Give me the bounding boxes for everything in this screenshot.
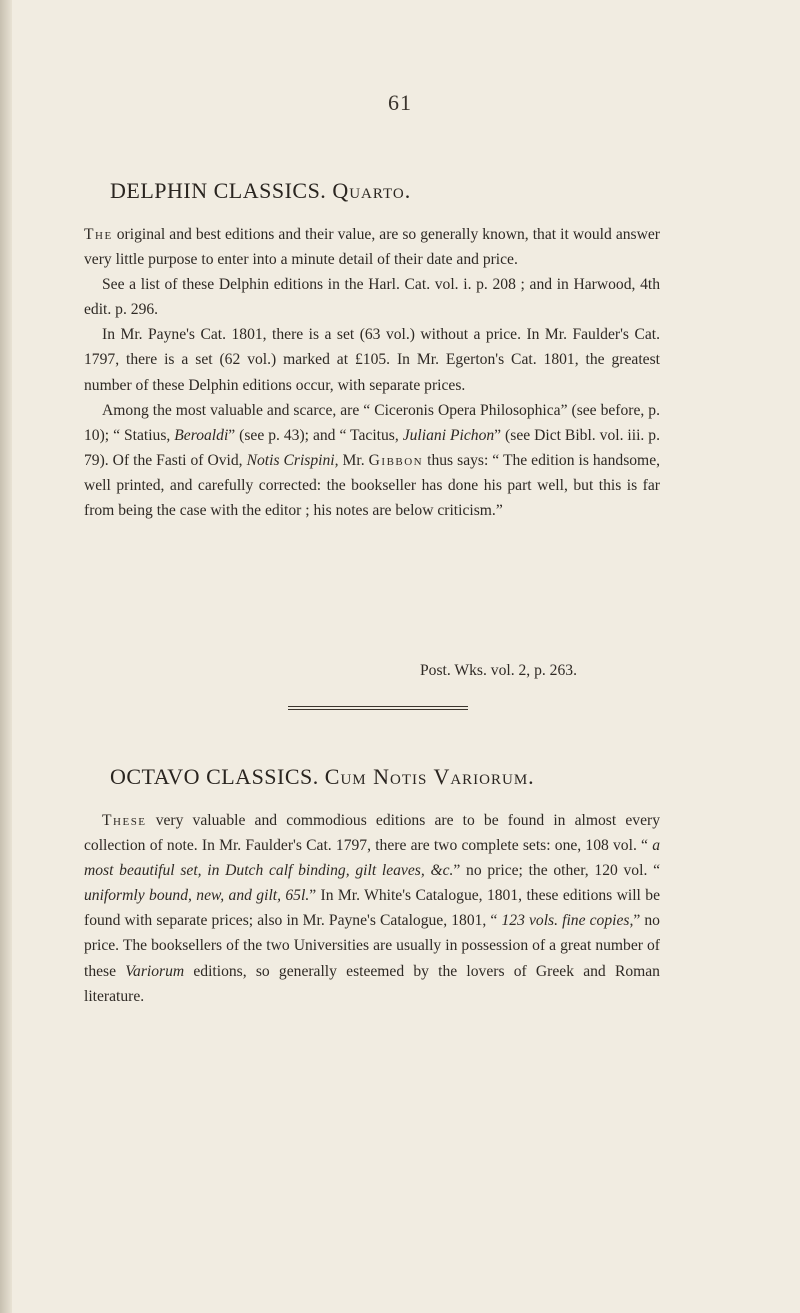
section-body-octavo (84, 808, 660, 1009)
paragraph: Among the most valuable and scarce, are “ Ciceronis Opera Philosophica” (see before, p. 10); “ Statius, Beroaldi” (see p. 43); and “ Tacitus, Juliani Pichon” (see Dict Bibl. vol. iii. p. 79). Of the Fasti of Ovid, Notis Crispini, Mr. Gibbon thus says: “ The edition is handsome, well printed, and carefully corrected: the bookseller has done his part well, but this is far from being the case with the editor ; his notes are below criticism.” (84, 401, 661, 520)
quote-attribution: Post. Wks. vol. 2, p. 263. (420, 662, 577, 679)
section-heading-delphin (110, 178, 710, 204)
paragraph: See a list of these Delphin editions in the Harl. Cat. vol. i. p. 208 ; and in Harwood, 4th edit. p. 296. (84, 276, 660, 319)
paragraph: In Mr. Payne's Cat. 1801, there is a set (63 vol.) without a price. In Mr. Faulder's Cat. 1797, there is a set (62 vol.) marked at £105. In Mr. Egerton's Cat. 1801, the greatest number of these Delphin editions occur, with separate prices. (84, 326, 660, 394)
section-heading-octavo (110, 764, 710, 790)
heading-subtitle: Cum Notis Variorum. (324, 764, 535, 789)
section-divider (288, 709, 468, 710)
section-body-delphin (84, 222, 660, 523)
paragraph: These very valuable and commodious editions are to be found in almost every collection of note. In Mr. Faulder's Cat. 1797, there are two complete sets: one, 108 vol. “ a most beautiful set, in Dutch calf binding, gilt leaves, &c.” no price; the other, 120 vol. “ uniformly bound, new, and gilt, 65l.” In Mr. White's Catalogue, 1801, these editions will be found with separate prices; also in Mr. Payne's Catalogue, 1801, “ 123 vols. fine copies,” no price. The booksellers of the two Universities are usually in possession of a great number of these Variorum editions, so generally esteemed by the lovers of Greek and Roman literature. (84, 812, 660, 1005)
section-divider (288, 706, 468, 707)
heading-main: DELPHIN CLASSICS. (110, 178, 327, 203)
page-gutter-shadow (0, 0, 12, 1313)
heading-subtitle: Quarto. (332, 178, 412, 203)
heading-main: OCTAVO CLASSICS. (110, 764, 319, 789)
page-number: 61 (388, 90, 412, 115)
paragraph: The original and best editions and their value, are so generally known, that it would answer very little purpose to enter into a minute detail of their date and price. (84, 226, 660, 269)
